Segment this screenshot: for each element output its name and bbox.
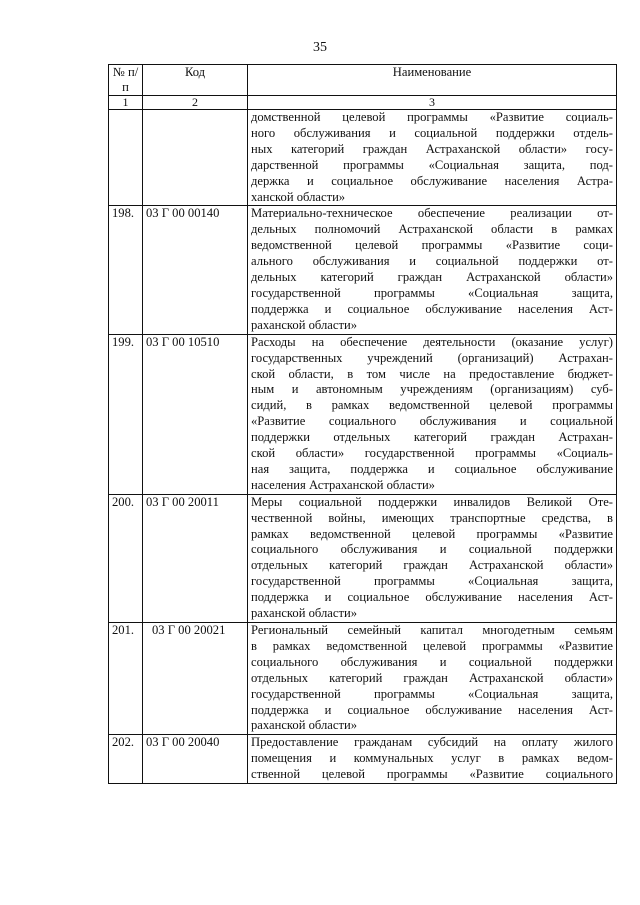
name-line: Предоставление гражданам субсидий на оплату жилого [251, 735, 613, 750]
table-row-202 [109, 735, 617, 784]
name-line: государственных учреждений (организаций) Астрахан- [251, 350, 613, 365]
row-code: 03 Г 00 20011 [143, 494, 248, 622]
name-line: отдельных категорий граждан Астраханской области» [251, 670, 613, 685]
row-num: 200. [109, 494, 143, 622]
row-num: 202. [109, 735, 143, 784]
name-line: чественной войны, имеющих транспортные средства, в [251, 510, 613, 525]
name-line: Меры социальной поддержки инвалидов Великой Оте- [251, 494, 613, 509]
name-line: населения Астраханской области» [251, 477, 435, 492]
name-line: ных категорий граждан Астраханской области» госу- [251, 141, 613, 156]
name-line: ской области» государственной программы «Социаль- [251, 446, 613, 461]
name-line: ственной целевой программы «Развитие социального [251, 767, 613, 782]
name-line: домственной целевой программы «Развитие социаль- [251, 110, 613, 124]
column-number-3: 3 [248, 96, 617, 110]
name-line: дарственной программы «Социальная защита, под- [251, 157, 613, 172]
column-numbers-row [109, 96, 617, 110]
row-code: 03 Г 00 20040 [143, 735, 248, 784]
name-line: Региональный семейный капитал многодетным семьям [251, 623, 613, 637]
row-code: 03 Г 00 20021 [143, 623, 248, 735]
name-line: государственной программы «Социальная защита, [251, 285, 613, 300]
row-code: 03 Г 00 00140 [143, 206, 248, 334]
name-line: социального обслуживания и социальной поддержки [251, 542, 613, 557]
table-row-198 [109, 206, 617, 334]
header-name: Наименование [248, 65, 617, 96]
row-code: 03 Г 00 10510 [143, 334, 248, 494]
header-num: № п/п [109, 65, 143, 96]
name-line: ным и автономным учреждениям (организациям) суб- [251, 382, 613, 397]
column-number-1: 1 [109, 96, 143, 110]
name-line: ской области, в том числе на предоставление бюджет- [251, 366, 613, 381]
name-line: Материально-техническое обеспечение реализации от- [251, 206, 613, 221]
row-name [248, 494, 617, 622]
row-name [248, 623, 617, 735]
name-line: ведомственной целевой программы «Развитие соци- [251, 238, 613, 253]
table-row-199 [109, 334, 617, 494]
name-line: поддержки отдельных категорий граждан Астрахан- [251, 430, 613, 445]
table-row-continuation [109, 110, 617, 206]
name-line: дельных полномочий Астраханской области в рамках [251, 222, 613, 237]
row-num: 199. [109, 334, 143, 494]
name-line: ного обслуживания и социальной поддержки отдель- [251, 125, 613, 140]
name-line: государственной программы «Социальная защита, [251, 574, 613, 589]
name-line: поддержка и социальное обслуживание населения Аст- [251, 301, 613, 316]
row-name [248, 206, 617, 334]
name-line: раханской области» [251, 606, 357, 621]
name-line: Расходы на обеспечение деятельности (оказание услуг) [251, 334, 613, 349]
name-line: раханской области» [251, 317, 357, 332]
name-line: держка и социальное обслуживание населения Астра- [251, 173, 613, 188]
name-line: отдельных категорий граждан Астраханской области» [251, 558, 613, 573]
row-name [248, 110, 617, 206]
name-line: «Развитие социального обслуживания и социальной [251, 414, 613, 429]
row-num: 198. [109, 206, 143, 334]
name-line: ная защита, поддержка и социальное обслуживание [251, 461, 613, 476]
name-line: поддержка и социальное обслуживание населения Аст- [251, 702, 613, 717]
budget-classification-table [108, 64, 617, 784]
name-line: раханской области» [251, 718, 357, 733]
name-line: рамках ведомственной целевой программы «Развитие [251, 526, 613, 541]
table-row-201 [109, 623, 617, 735]
name-line: сидий, в рамках ведомственной целевой программы [251, 398, 613, 413]
name-line: поддержка и социальное обслуживание населения Аст- [251, 590, 613, 605]
table-row-200 [109, 494, 617, 622]
row-code [143, 110, 248, 206]
table-header-row [109, 65, 617, 96]
page-number: 35 [313, 40, 327, 55]
row-num [109, 110, 143, 206]
name-line: ханской области» [251, 189, 346, 204]
row-num: 201. [109, 623, 143, 735]
row-name [248, 334, 617, 494]
name-line: помещения и коммунальных услуг в рамках ведом- [251, 751, 613, 766]
name-line: дельных категорий граждан Астраханской области» [251, 270, 613, 285]
name-line: ального обслуживания и социальной поддержки от- [251, 254, 613, 269]
name-line: в рамках ведомственной целевой программы «Развитие [251, 638, 613, 653]
name-line: государственной программы «Социальная защита, [251, 686, 613, 701]
row-name [248, 735, 617, 784]
name-line: социального обслуживания и социальной поддержки [251, 654, 613, 669]
header-code: Код [143, 65, 248, 96]
column-number-2: 2 [143, 96, 248, 110]
